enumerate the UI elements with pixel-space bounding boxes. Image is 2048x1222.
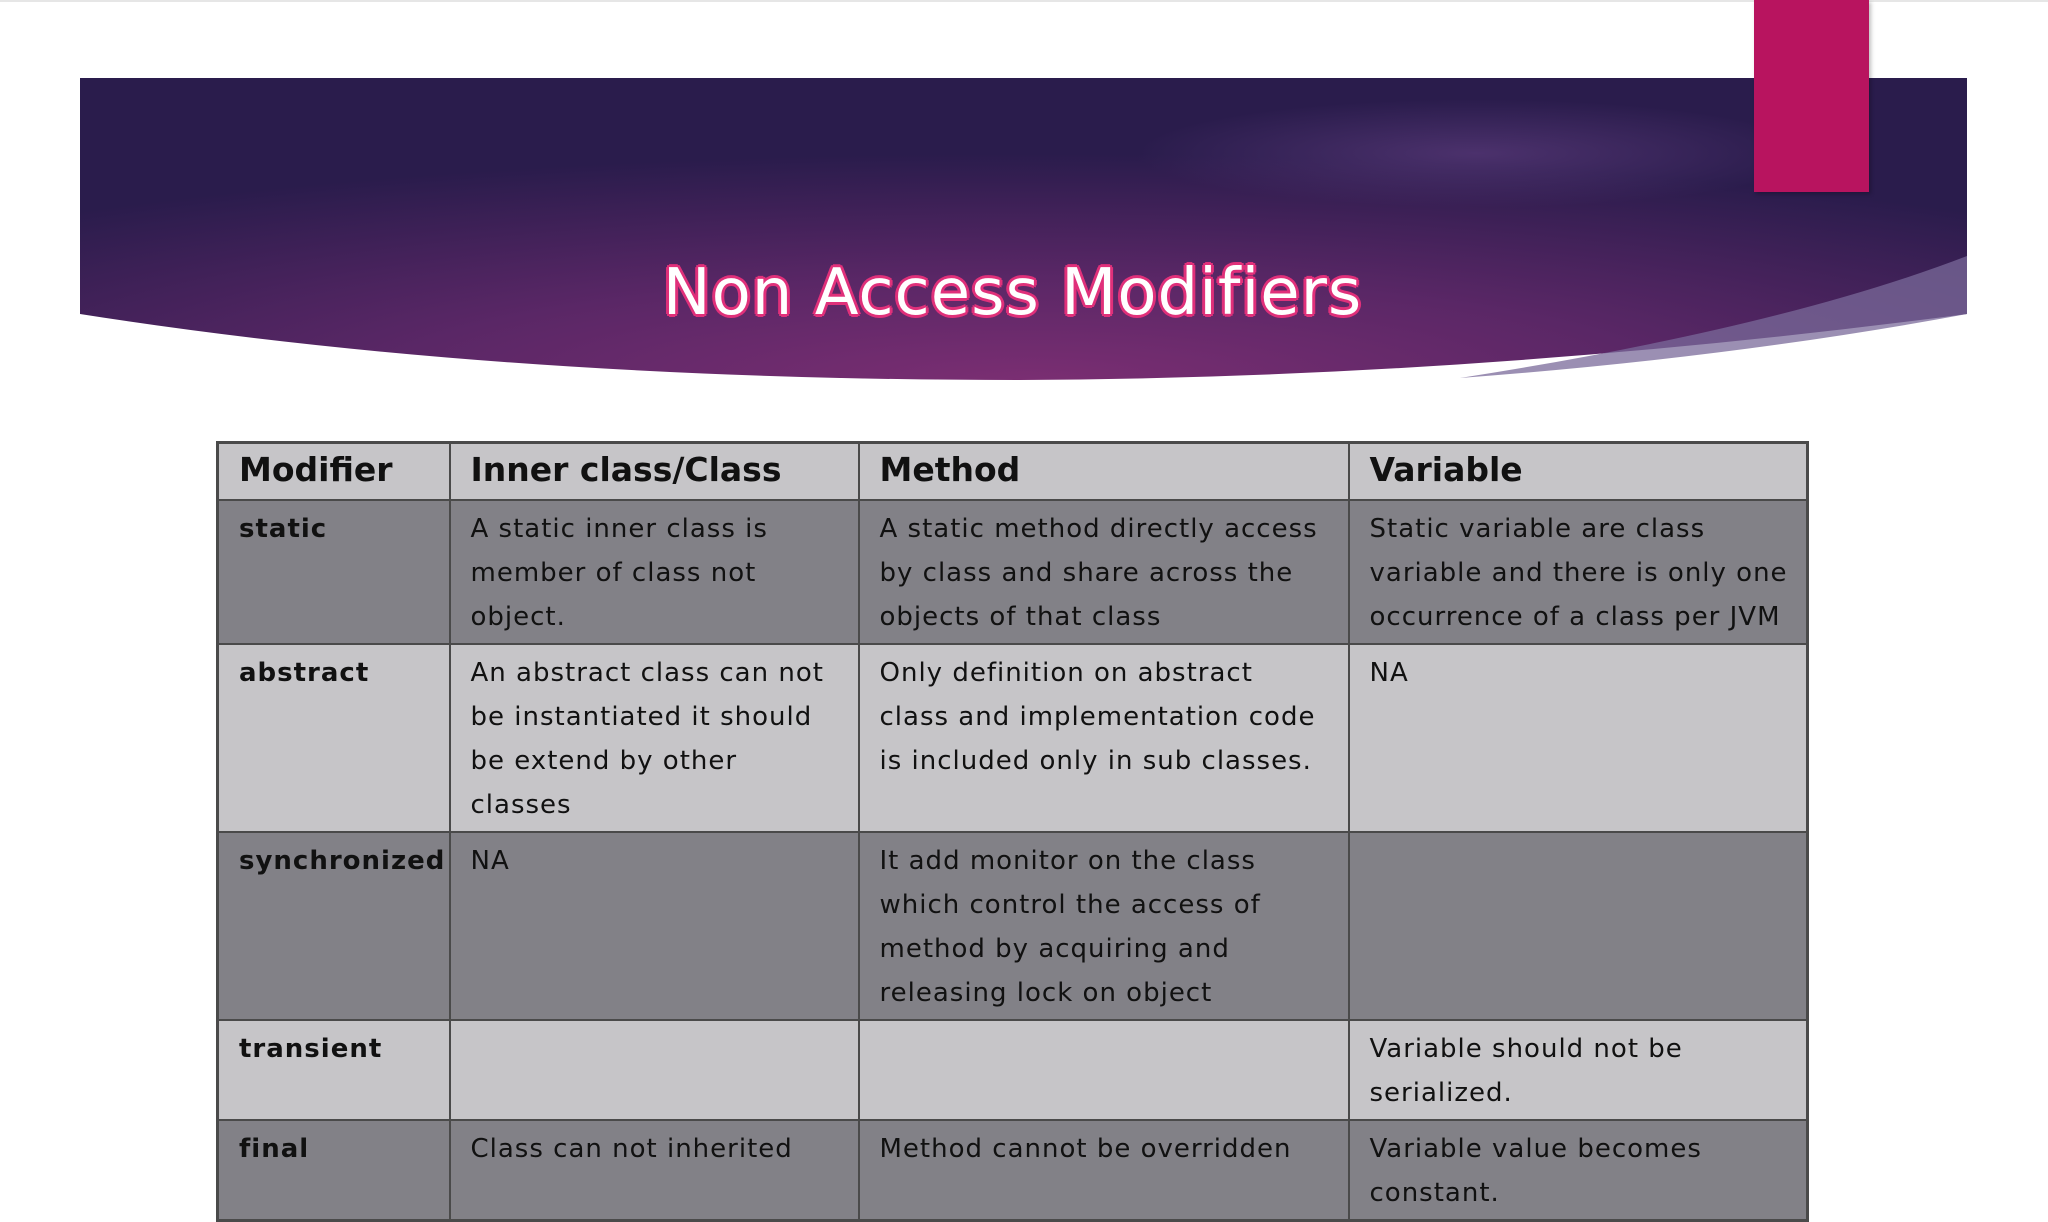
table-row bbox=[218, 644, 1808, 832]
variable-cell bbox=[1349, 832, 1808, 1020]
method-cell: Only definition on abstract class and implementation code is included only in sub classes. bbox=[859, 644, 1349, 832]
accent-bar bbox=[1754, 0, 1869, 192]
table-header-row bbox=[218, 443, 1808, 501]
slide-header-banner bbox=[80, 78, 1967, 386]
header-background-graphic bbox=[80, 78, 1967, 386]
variable-cell: Static variable are class variable and there is only one occurrence of a class per JVM bbox=[1349, 500, 1808, 644]
table-row bbox=[218, 832, 1808, 1020]
variable-cell: Variable value becomes constant. bbox=[1349, 1120, 1808, 1221]
class-cell: Class can not inherited bbox=[450, 1120, 859, 1221]
column-header-modifier: Modifier bbox=[218, 443, 450, 501]
class-cell bbox=[450, 1020, 859, 1120]
method-cell: A static method directly access by class and share across the objects of that class bbox=[859, 500, 1349, 644]
method-cell: It add monitor on the class which control the access of method by acquiring and releasing lock on object bbox=[859, 832, 1349, 1020]
modifiers-table bbox=[216, 441, 1809, 1222]
class-cell: An abstract class can not be instantiated it should be extend by other classes bbox=[450, 644, 859, 832]
slide-title: Non Access Modifiers bbox=[662, 256, 1363, 330]
column-header-class: Inner class/Class bbox=[450, 443, 859, 501]
column-header-variable: Variable bbox=[1349, 443, 1808, 501]
modifier-cell: static bbox=[218, 500, 450, 644]
variable-cell: NA bbox=[1349, 644, 1808, 832]
table-row bbox=[218, 1020, 1808, 1120]
top-border-line bbox=[0, 0, 2048, 2]
method-cell: Method cannot be overridden bbox=[859, 1120, 1349, 1221]
modifier-cell: synchronized bbox=[218, 832, 450, 1020]
table-row bbox=[218, 1120, 1808, 1221]
class-cell: A static inner class is member of class not object. bbox=[450, 500, 859, 644]
modifier-cell: final bbox=[218, 1120, 450, 1221]
modifier-cell: abstract bbox=[218, 644, 450, 832]
modifier-cell: transient bbox=[218, 1020, 450, 1120]
column-header-method: Method bbox=[859, 443, 1349, 501]
modifiers-table-container bbox=[216, 441, 1806, 1222]
class-cell: NA bbox=[450, 832, 859, 1020]
method-cell bbox=[859, 1020, 1349, 1120]
table-row bbox=[218, 500, 1808, 644]
variable-cell: Variable should not be serialized. bbox=[1349, 1020, 1808, 1120]
